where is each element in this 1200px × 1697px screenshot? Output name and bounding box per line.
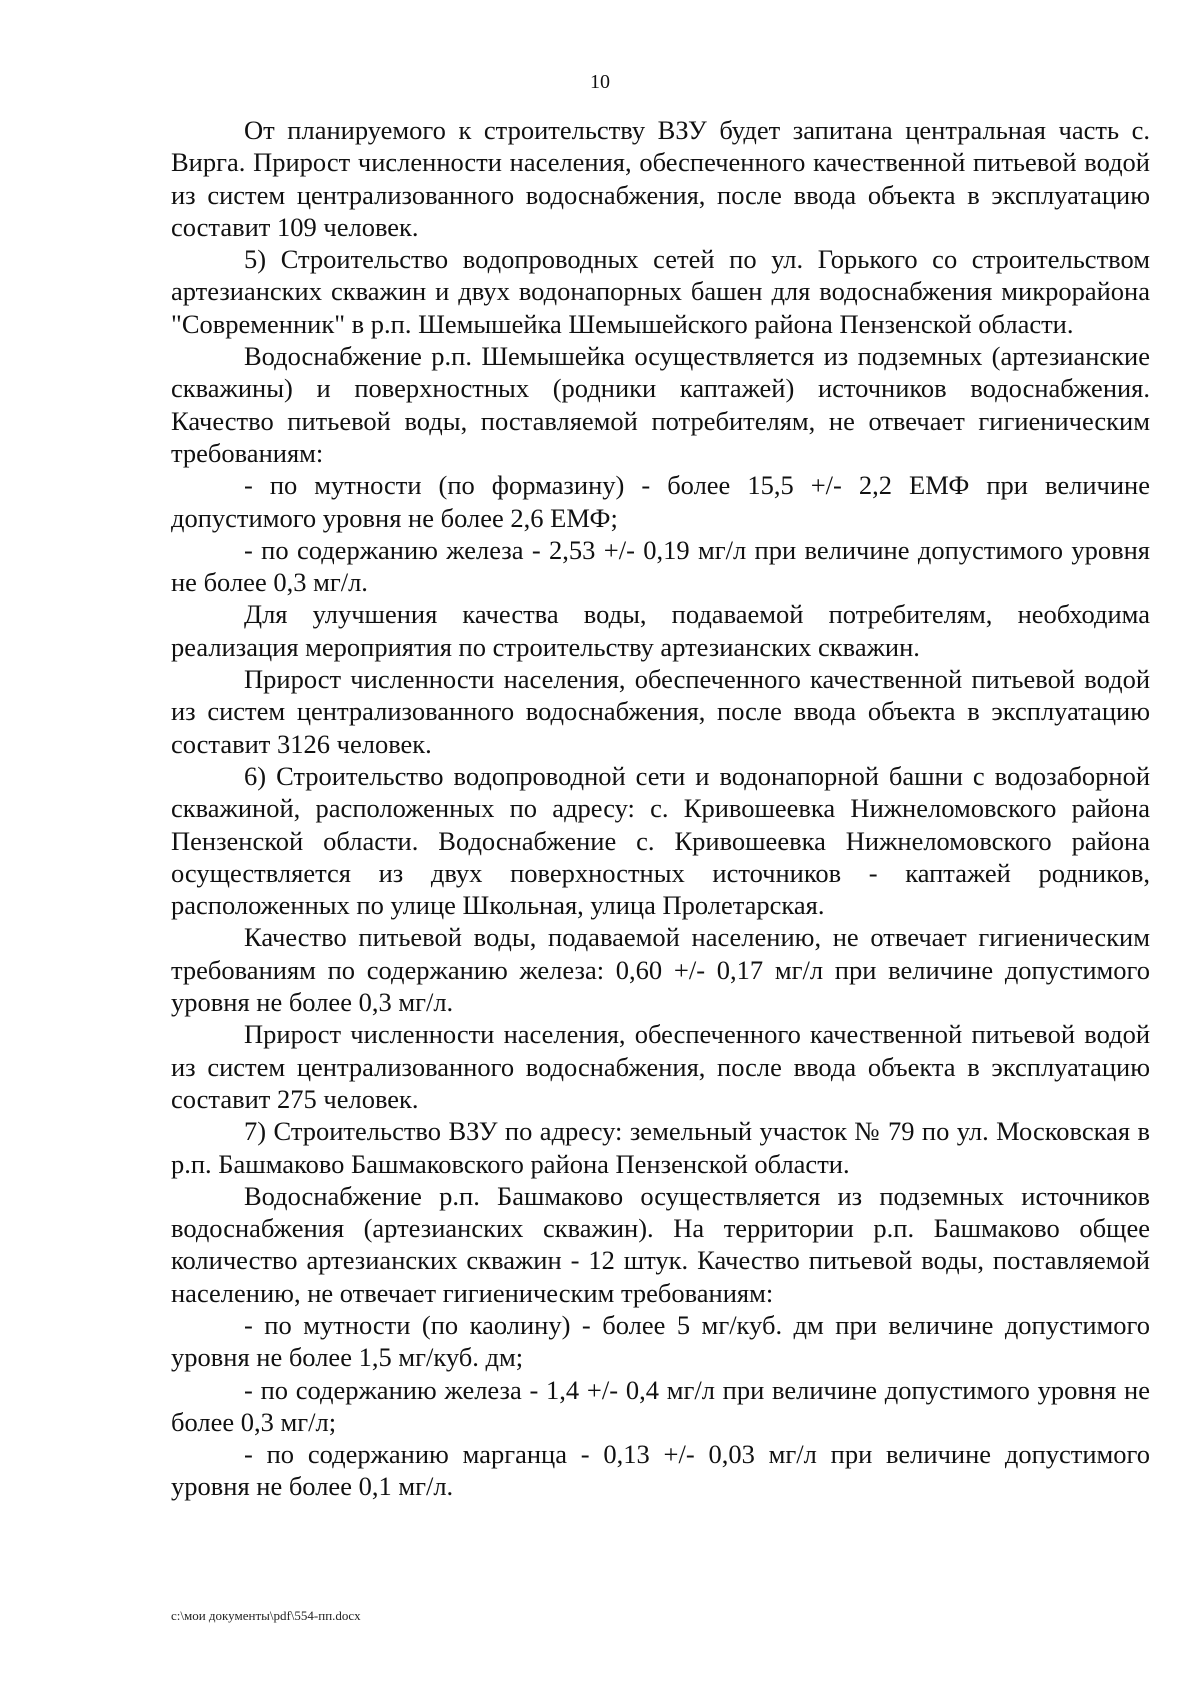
footer-file-path: c:\мои документы\pdf\554-пп.docx [171,1608,361,1623]
paragraph: От планируемого к строительству ВЗУ будет запитана центральная часть с. Вирга. Прирост численности населения, обеспеченного качественной питьевой водой из систем централизованного водоснабжения, после ввода объекта в эксплуатацию составит 109 человек. [171,115,1150,242]
paragraph: - по содержанию железа - 1,4 +/- 0,4 мг/л при величине допустимого уровня не более 0,3 мг/л; [171,1374,1150,1437]
paragraph: 7) Строительство ВЗУ по адресу: земельный участок № 79 по ул. Московская в р.п. Башмаково Башмаковского района Пензенской области. [171,1116,1150,1179]
paragraph: - по мутности (по формазину) - более 15,5 +/- 2,2 ЕМФ при величине допустимого уровня не более 2,6 ЕМФ; [171,470,1150,533]
page-number: 10 [590,71,610,93]
paragraph: Водоснабжение р.п. Башмаково осуществляется из подземных источников водоснабжения (артезианских скважин). На территории р.п. Башмаково общее количество артезианских скважин - 12 штук. Качество питьевой воды, поставляемой населению, не отвечает гигиеническим требованиям: [171,1180,1150,1308]
paragraph: 5) Строительство водопроводных сетей по ул. Горького со строительством артезианских скважин и двух водонапорных башен для водоснабжения микрорайона "Современник" в р.п. Шемышейка Шемышейского района Пензенской области. [171,244,1150,339]
paragraph: - по содержанию железа - 2,53 +/- 0,19 мг/л при величине допустимого уровня не более 0,3 мг/л. [171,534,1150,598]
paragraph: Качество питьевой воды, подаваемой населению, не отвечает гигиеническим требованиям по содержанию железа: 0,60 +/- 0,17 мг/л при величине допустимого уровня не более 0,3 мг/л. [171,922,1150,1018]
paragraph: Для улучшения качества воды, подаваемой потребителям, необходима реализация мероприятия по строительству артезианских скважин. [171,599,1150,662]
paragraph: Прирост численности населения, обеспеченного качественной питьевой водой из систем централизованного водоснабжения, после ввода объекта в эксплуатацию составит 3126 человек. [171,664,1150,759]
document-body [171,114,1150,1503]
paragraph: 6) Строительство водопроводной сети и водонапорной башни с водозаборной скважиной, расположенных по адресу: с. Кривошеевка Нижнеломовского района Пензенской области. Водоснабжение с. Кривошеевка Нижнеломовского района осуществляется из двух поверхностных источников - каптажей родников, расположенных по улице Школьная, улица Пролетарская. [171,760,1150,921]
paragraph: Прирост численности населения, обеспеченного качественной питьевой водой из систем централизованного водоснабжения, после ввода объекта в эксплуатацию составит 275 человек. [171,1019,1150,1114]
paragraph: Водоснабжение р.п. Шемышейка осуществляется из подземных (артезианские скважины) и поверхностных (родники каптажей) источников водоснабжения. Качество питьевой воды, поставляемой потребителям, не отвечает гигиеническим требованиям: [171,341,1150,468]
paragraph: - по мутности (по каолину) - более 5 мг/куб. дм при величине допустимого уровня не более 1,5 мг/куб. дм; [171,1309,1150,1373]
paragraph: - по содержанию марганца - 0,13 +/- 0,03 мг/л при величине допустимого уровня не более 0,1 мг/л. [171,1439,1150,1502]
